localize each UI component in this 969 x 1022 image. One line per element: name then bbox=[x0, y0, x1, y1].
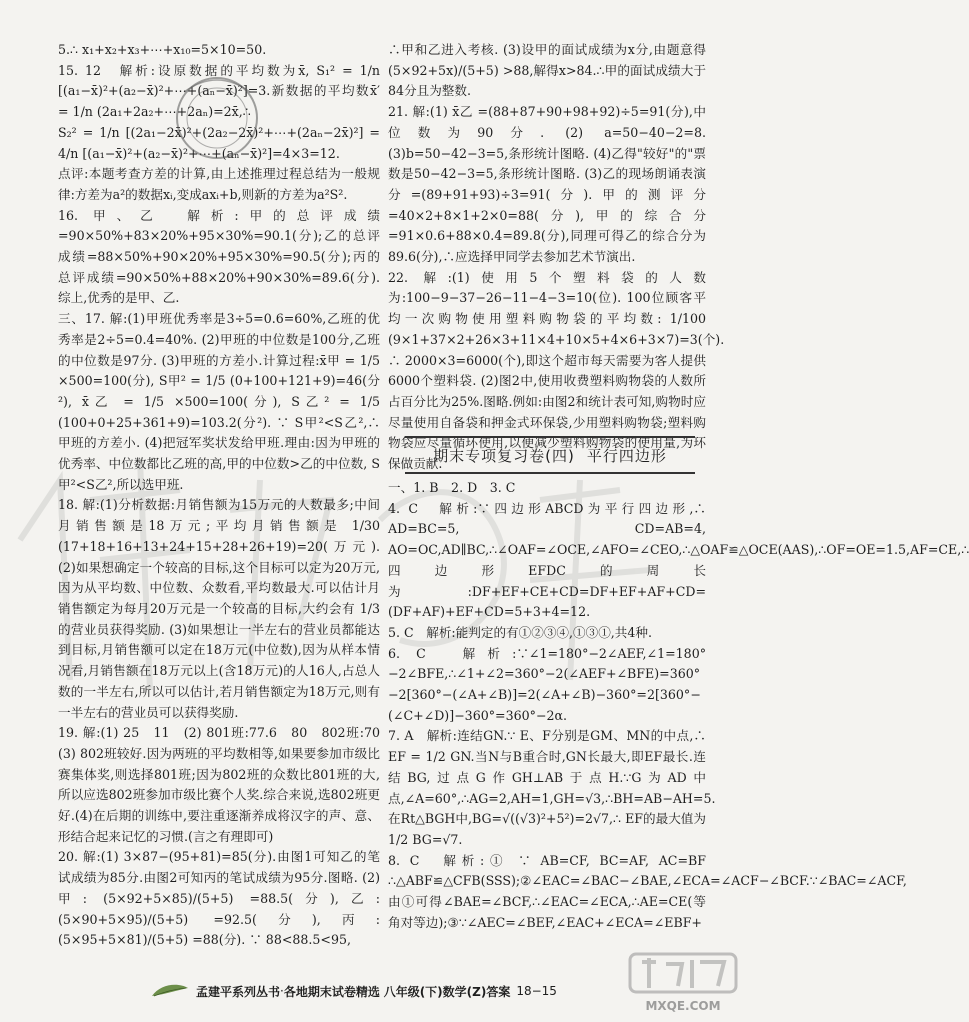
answer-15-cont: S₂² = 1/n [(2a₁−2x̄)²+(2a₂−2x̄)²+⋯+(2aₙ−2x̄)²] = 4/n [(a₁−x̄)²+(a₂−x̄)²+⋯+(aₙ−x̄)²]=4×3=12. bbox=[58, 124, 380, 161]
answer-20: 20. 解:(1) 3×87−(95+81)=85(分).由图1可知乙的笔试成绩为85分.由图2可知丙的笔试成绩为95分.图略. (2)甲: (5×92+5×85)/(5+5) =88.5(分),乙: (5×90+5×95)/(5+5) =92.5(分),丙: (5×95+5×81)/(5+5) =88(分). ∵ 88<88.5<95, bbox=[58, 849, 380, 948]
answer-18: 18. 解:(1)分析数据:月销售额为15万元的人数最多;中间月销售额是18万元;平均月销售额是 1/30 (17+18+16+13+24+15+28+26+19)=20(万元). (2)如果想确定一个较高的目标,这个目标可以定为20万元,因为从平均数、中位数、众数看,平均数最大.可以估计月销售额定为每月20万元是一个较高的目标,大约会有 1/3 的营业员获得奖励. (3)如果想让一半左右的营业员都能达到目标,月销售额可以定在18万元(中位数),因为从样本情况看,月销售额在18万元以上(含18万元)的人16人,占总人数的一半左右,所以可以估计,若月销售额定为18万元,则有一半左右的营业员可以获得奖励. bbox=[58, 497, 380, 720]
answer-16: 16. 甲、乙 解析:甲的总评成绩=90×50%+83×20%+95×30%=90.1(分);乙的总评成绩=88×50%+90×20%+95×30%=90.5(分);丙的总评成绩=90×50%+88×20%+90×30%=89.6(分).综上,优秀的是甲、乙. bbox=[58, 207, 380, 306]
answer-6: 6. C 解析:∵∠1=180°−2∠AEF,∠1=180°−2∠BFE,∴∠1+∠2=360°−2(∠AEF+∠BFE)=360°−2[360°−(∠A+∠B)]=2(∠A+∠B)−360°=2[360°−(∠C+∠D)]−360°=360°−2α. bbox=[388, 645, 706, 723]
answer-19: 19. 解:(1) 25 11 (2) 801班:77.6 80 802班:70 (3) 802班较好.因为两班的平均数相等,如果要参加市级比赛集体奖,则选择801班;因为802班的众数比801班的大,所以应选802班参加市级比赛个人奖.综合来说,选802班更好.(4)在后期的训练中,要注重逐渐养成将汉字的声、意、形结合起来记忆的习惯.(言之有理即可) bbox=[58, 725, 393, 844]
right-column-top bbox=[388, 40, 725, 475]
footer-title: 各地期末试卷精选 bbox=[283, 984, 380, 999]
left-column bbox=[58, 40, 393, 951]
answer-site-logo-icon bbox=[622, 948, 744, 1020]
footer-series: 孟建平系列丛书 bbox=[196, 984, 281, 999]
answer-15-note: 点评:本题考查方差的计算,由上述推理过程总结为一般规律:方差为a²的数据xᵢ,变成axᵢ+b,则新的方差为a²S². bbox=[58, 166, 380, 202]
page-number: 18−15 bbox=[516, 984, 557, 998]
answer-7: 7. A 解析:连结GN.∵ E、F分别是GM、MN的中点,∴ EF = 1/2 GN.当N与B重合时,GN长最大,即EF最长.连结BG,过点G作GH⊥AB于点H.∵G为AD中点,∠A=60°,∴AG=2,AH=1,GH=√3,∴BH=AB−AH=5.在Rt△BGH中,BG=√((√3)²+5²)=2√7,∴ EF的最大值为 1/2 BG=√7. bbox=[388, 728, 716, 847]
answer-5: 5. C 解析:能判定的有①②③④,①③①,共4种. bbox=[388, 624, 653, 640]
page-footer: 孟建平系列丛书 · 各地期末试卷精选 八年级(下)数学(Z)答案 18−15 bbox=[150, 980, 610, 1002]
section-title-left: 期末专项复习卷(四) bbox=[433, 446, 575, 465]
footer-grade: 八年级(下)数学(Z)答案 bbox=[383, 984, 511, 999]
answer-15: 15. 12 解析:设原数据的平均数为x̄, S₁² = 1/n [(a₁−x̄)²+(a₂−x̄)²+⋯+(aₙ−x̄)²]=3.新数据的平均数x̄′ = 1/n (2a₁+2a₂+⋯+2aₙ)=2x̄,∴ bbox=[58, 62, 380, 120]
stamp-watermark-icon bbox=[162, 72, 272, 164]
section-title-right: 平行四边形 bbox=[586, 446, 667, 465]
section-title bbox=[405, 436, 695, 474]
answer-8: 8. C 解析:① ∵ AB=CF, BC=AF, AC=BF ∴△ABF≌△CFB(SSS);②∠EAC=∠BAC−∠BAE,∠ECA=∠ACF−∠BCF.∵∠BAC=∠ACF,由①可得∠BAE=∠BCF,∴∠EAC=∠ECA,∴AE=CE(等角对等边);③∵∠AEC=∠BEF,∠EAC+∠ECA=∠EBF+ bbox=[388, 852, 907, 930]
answer-20-cont: ∴甲和乙进入考核. (3)设甲的面试成绩为x分,由题意得 (5×92+5x)/(5+5) >88,解得x>84.∴甲的面试成绩大于84分且为整数. bbox=[388, 42, 706, 99]
answer-21: 21. 解:(1) x̄乙 =(88+87+90+98+92)÷5=91(分),中位数为90分. (2) a=50−40−2=8. (3)b=50−42−3=5,条形统计图略. (4)乙得"较好"的"票数是50−42−3=5,条形统计图略. (3)乙的现场朗诵表演分=(89+91+93)÷3=91(分).甲的测评分=40×2+8×1+2×0=88(分),甲的综合分=91×0.6+88×0.4=89.8(分),同理可得乙的综合分为89.6(分),∴应选择甲同学去参加艺术节演出. bbox=[388, 104, 706, 265]
leaf-icon bbox=[150, 982, 190, 1000]
answer-17: 三、17. 解:(1)甲班优秀率是3÷5=0.6=60%,乙班的优秀率是2÷5=0.4=40%. (2)甲班的中位数是100分,乙班的中位数是97分. (3)甲班的方差小.计算过程:x̄甲 = 1/5 ×500=100(分), S甲² = 1/5 (0+100+121+9)=46(分²), x̄乙 = 1/5 ×500=100(分), S乙² = 1/5 (100+0+25+361+9)=103.2(分²). ∵ S甲²<S乙²,∴甲班的方差小. (4)把冠军奖状发给甲班.理由:因为甲班的优秀率、中位数都比乙班的高,甲的中位数>乙的中位数, S甲²<S乙²,所以选甲班. bbox=[58, 311, 380, 492]
answer-22: 22. 解:(1)使用5个塑料袋的人数为:100−9−37−26−11−4−3=10(位). 100位顾客平均一次购物使用塑料购物袋的平均数: 1/100 (9×1+37×2+26×3+11×4+10×5+4×6+3×7)=3(个). ∴ 2000×3=6000(个),即这个超市每天需要为客人提供6000个塑料袋. (2)图2中,使用收费塑料购物袋的人数所占百分比为25%.图略.例如:由图2和统计表可知,购物时应尽量使用自备袋和押金式环保袋,少用塑料购物袋;塑料购物袋应尽量循环使用,以便减少塑料购物袋的使用量,为环保做贡献. bbox=[388, 269, 725, 472]
answer-4: 4. C 解析:∵四边形ABCD为平行四边形,∴ AD=BC=5, CD=AB=4, AO=OC,AD∥BC,∴∠OAF=∠OCE,∠AFO=∠CEO,∴△OAF≌△OCE(AAS),∴OF=OE=1.5,AF=CE,∴四边形EFDC的周长为:DF+EF+CE+CD=DF+EF+AF+CD=(DF+AF)+EF+CD=5+3+4=12. bbox=[388, 500, 969, 620]
svg-text:MXQE.COM: MXQE.COM bbox=[645, 999, 721, 1013]
answer-1-3: 一、1. B 2. D 3. C bbox=[388, 480, 516, 495]
right-column-bottom bbox=[388, 478, 969, 933]
answer-14-tail: 5.∴ x₁+x₂+x₃+⋯+x₁₀=5×10=50. bbox=[58, 42, 267, 57]
